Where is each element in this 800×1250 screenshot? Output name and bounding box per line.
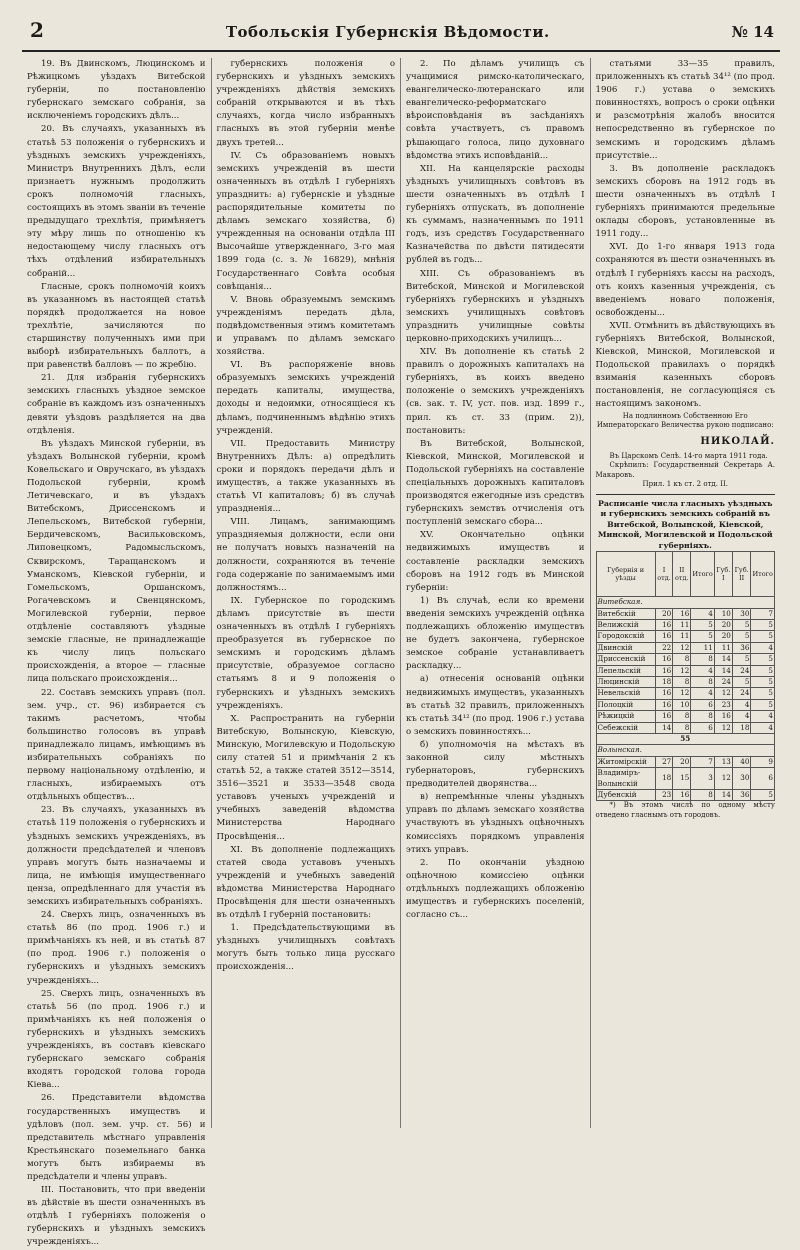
table-cell: 8 bbox=[673, 676, 691, 687]
table-cell: 8 bbox=[691, 654, 715, 665]
table-cell: 16 bbox=[673, 790, 691, 801]
paragraph: Гласные, срокъ полномочій коихъ въ указанномъ въ настоящей статьѣ порядкѣ продолжается на новое трехлѣтіе, зачисляются по старшинству полученныхъ ими при выборѣ избирательныхъ баллотъ, а при равенствѣ балловъ — по жребію. bbox=[27, 281, 206, 371]
table-row bbox=[596, 711, 775, 722]
table-row bbox=[596, 631, 775, 642]
page-header bbox=[22, 18, 780, 52]
table-header-cell: Итого bbox=[691, 552, 715, 597]
table-cell: 7 bbox=[751, 608, 775, 619]
paragraph: 20. Въ случаяхъ, указанныхъ въ статьѣ 53 положенія о губернскихъ и уѣздныхъ земскихъ учрежденіяхъ, Министръ Внутреннихъ Дѣлъ, если признаетъ нужнымъ продолжить срокъ полномочій гласныхъ, состоящихъ въ этомъ званіи въ теченіе предыдущаго трехлѣтія, примѣняетъ эту мѣру лишь по отношенію къ недостающему числу гласныхъ отъ тѣхъ отдѣлений избирательныхъ собраній... bbox=[27, 124, 206, 279]
table-header-cell: Губ. II bbox=[732, 552, 751, 597]
paragraph: 23. Въ случаяхъ, указанныхъ въ статьѣ 119 положенія о губернскихъ и уѣздныхъ земскихъ учрежденіяхъ, въ должности предсѣдателей и членовъ управъ могутъ быть назначаемы и лица, не имѣющія имущественнаго ценза, опредѣленнаго для участія въ земскихъ избирательныхъ собраніяхъ. bbox=[27, 805, 206, 907]
deputies-table bbox=[596, 551, 776, 801]
table-cell: 12 bbox=[673, 642, 691, 653]
table-cell: 12 bbox=[673, 688, 691, 699]
table-cell: 18 bbox=[732, 722, 751, 733]
paragraph: Въ уѣздахъ Минской губерніи, въ уѣздахъ Волынской губерніи, кромѣ Ковельскаго и Овручскаго, въ уѣздахъ Подольской губерніи, кромѣ Летичевскаго, и въ уѣздахъ Витебскомъ, Дриссенскомъ и Лепельскомъ, Витебской губерніи, Бердичевскомъ, Васильковскомъ, Липовецкомъ, Радомысльскомъ, Сквирскомъ, Таращанскомъ и Уманскомъ, Кіевской губерніи, и Гомельскомъ, Оршанскомъ, Рогачевскомъ и Свенцянскомъ, Могилевской губерніи, первое отдѣленіе составляютъ уѣздные земскіе гласные, не принадлежащіе къ числу лицъ польскаго происхожденія, а второе — гласные лица польскаго происхожденія... bbox=[27, 438, 206, 685]
table-cell: 4 bbox=[691, 665, 715, 676]
table-cell: 4 bbox=[751, 642, 775, 653]
page-number: 2 bbox=[30, 18, 44, 42]
table-cell: 5 bbox=[691, 619, 715, 630]
table-cell: 16 bbox=[655, 699, 673, 710]
table-cell: 5 bbox=[732, 676, 751, 687]
table-cell: 8 bbox=[691, 676, 715, 687]
table-cell: 4 bbox=[732, 699, 751, 710]
paragraph: в) непремѣнные члены уѣздныхъ управъ по дѣламъ земскаго хозяйства участвуютъ въ уѣздныхъ оцѣночныхъ комиссіяхъ порядкомъ управленія этихъ управъ. bbox=[406, 792, 585, 855]
table-cell: Невельскій bbox=[596, 688, 655, 699]
table-cell: 20 bbox=[655, 608, 673, 619]
table-cell: 6 bbox=[691, 699, 715, 710]
paragraph: 19. Въ Двинскомъ, Люцинскомъ и Рѣжицкомъ уѣздахъ Витебской губерніи, по постановленію губернскаго земскаго собранія, за исключеніемъ городскихъ дѣлъ... bbox=[27, 59, 206, 122]
table-cell: 12 bbox=[714, 722, 732, 733]
table-row bbox=[596, 790, 775, 801]
table-cell: 8 bbox=[673, 654, 691, 665]
table-cell: 14 bbox=[714, 790, 732, 801]
table-cell: 4 bbox=[732, 711, 751, 722]
paragraph: XIII. Съ образованіемъ въ Витебской, Минской и Могилевской губерніяхъ губернскихъ и уѣздныхъ земскихъ училищныхъ совѣтовъ упразднить училищные совѣты церковно-приходскихъ училищъ... bbox=[406, 268, 585, 344]
table-row bbox=[596, 688, 775, 699]
table-cell: 16 bbox=[673, 608, 691, 619]
table-header-cell: Губ. I bbox=[714, 552, 732, 597]
paragraph: XII. На канцелярскіе расходы уѣздныхъ училищныхъ совѣтовъ въ шести означенныхъ въ отдѣлѣ I губерніяхъ отпускать, въ дополненіе къ суммамъ, назначеннымъ по 1911 годъ, изъ средствъ Государственнаго Казначейства по двѣсти пятидесяти рублей въ годъ... bbox=[406, 163, 585, 266]
table-row bbox=[596, 665, 775, 676]
table-cell: 4 bbox=[691, 688, 715, 699]
table-cell: Двинскій bbox=[596, 642, 655, 653]
table-cell: 6 bbox=[691, 722, 715, 733]
table-cell: 16 bbox=[655, 619, 673, 630]
table-cell: 18 bbox=[655, 768, 673, 790]
table-cell: 5 bbox=[751, 790, 775, 801]
table-cell: 5 bbox=[751, 665, 775, 676]
text-columns bbox=[22, 58, 780, 1248]
table-cell: Люцинскій bbox=[596, 676, 655, 687]
table-row bbox=[596, 756, 775, 767]
table-cell: 16 bbox=[714, 711, 732, 722]
table-header-row bbox=[596, 552, 775, 597]
divider bbox=[596, 494, 776, 495]
paragraph: VII. Предоставить Министру Внутреннихъ Дѣлъ: а) опредѣлить сроки и порядокъ передачи дѣлъ и имуществъ, а также указанныхъ въ статьѣ VI капиталовъ; б) въ случаѣ упраздненія... bbox=[216, 438, 395, 515]
table-cell: 11 bbox=[691, 642, 715, 653]
paragraph: VI. Въ распоряженіе вновь образуемыхъ земскихъ учрежденій передать капиталы, имущества, доходы и недоимки, относящіеся къ дѣламъ, подчиненнымъ вѣдѣнію этихъ учрежденій. bbox=[216, 360, 395, 436]
paragraph: XI. Въ дополненіе подлежащихъ статей свода уставовъ ученыхъ учрежденій и учебныхъ заведеній вѣдомства Министерства Народнаго Просвѣщенія для шести означенныхъ въ отдѣлѣ I губерній постановить: bbox=[216, 844, 395, 921]
table-group-label: Витебская. bbox=[596, 597, 775, 608]
table-body bbox=[596, 597, 775, 801]
table-row bbox=[596, 619, 775, 630]
table-cell: 36 bbox=[732, 790, 751, 801]
table-cell: 27 bbox=[655, 756, 673, 767]
table-cell: 20 bbox=[673, 756, 691, 767]
table-cell: 13 bbox=[714, 756, 732, 767]
table-cell: 24 bbox=[732, 665, 751, 676]
table-cell: 14 bbox=[714, 654, 732, 665]
table-cell: Рѣжицкій bbox=[596, 711, 655, 722]
table-cell: 20 bbox=[714, 619, 732, 630]
paragraph: 24. Сверхъ лицъ, означенныхъ въ статьѣ 86 (по прод. 1906 г.) и примѣчаніяхъ къ ней, и въ статьѣ 87 (по прод. 1906 г.) положенія о губернскихъ и уѣздныхъ земскихъ учрежденіяхъ... bbox=[27, 910, 206, 986]
paragraph: Въ Витебской, Волынской, Кіевской, Минской, Могилевской и Подольской губерніяхъ на составленіе спеціальныхъ дорожныхъ капиталовъ производятся ежегодные изъ средствъ губернскихъ земствъ отчисленія отъ поступленій земскаго сбора... bbox=[406, 438, 585, 528]
table-row bbox=[596, 722, 775, 733]
paragraph: губернскихъ положенія о губернскихъ и уѣздныхъ земскихъ учрежденіяхъ дѣйствія земскихъ собраній открываются и въ тѣхъ случаяхъ, когда число избранныхъ гласныхъ въ этой губерніи менѣе двухъ третей... bbox=[216, 59, 395, 148]
table-cell: 18 bbox=[655, 676, 673, 687]
paragraph: XVI. До 1-го января 1913 года сохраняются въ шести означенныхъ въ отдѣлѣ I губерніяхъ кассы на расходъ, отъ коихъ казенныя учрежденія, съ введеніемъ новаго положенія, освобождены... bbox=[595, 242, 775, 318]
table-cell: Владиміръ-Волынскій bbox=[596, 768, 655, 790]
paragraph: 25. Сверхъ лицъ, означенныхъ въ статьѣ 56 (по прод. 1906 г.) и примѣчаніяхъ къ ней положенія о губернскихъ и уѣздныхъ земскихъ учрежденіяхъ, въ составъ кіевскаго губернскаго земскаго собранія входятъ городской голова города Кіева... bbox=[27, 988, 206, 1091]
table-total-cell: 55 bbox=[596, 734, 775, 745]
table-cell: 16 bbox=[655, 711, 673, 722]
table-cell: 12 bbox=[673, 665, 691, 676]
table-row bbox=[596, 654, 775, 665]
signature-place: Въ Царскомъ Селѣ. 14-го марта 1911 года. bbox=[609, 451, 768, 460]
table-cell: 10 bbox=[714, 608, 732, 619]
table-cell: Полоцкій bbox=[596, 699, 655, 710]
paragraph: 22. Составъ земскихъ управъ (пол. зем. учр., ст. 96) избирается съ такимъ расчетомъ, чтобы большинство голосовъ въ управѣ принадлежало лицамъ, имѣющимъ въ избирательныхъ собраніяхъ по первому національному отдѣленію, и гласныхъ, избираемыхъ отъ отдѣльныхъ обществъ... bbox=[27, 687, 206, 803]
table-cell: 8 bbox=[691, 711, 715, 722]
footnote: *) Въ этомъ числѣ по одному мѣсту отведено гласнымъ отъ городовъ. bbox=[595, 801, 775, 819]
table-title: Расписаніе числа гласныхъ уѣздныхъ и губернскихъ земскихъ собраній въ Витебской, Волынской, Кіевской, Минской, Могилевской и Подольской губерніяхъ. bbox=[597, 498, 773, 550]
table-cell: 24 bbox=[732, 688, 751, 699]
table-cell: 40 bbox=[732, 756, 751, 767]
paragraph: б) уполномочія на мѣстахъ въ законной силу мѣстныхъ губернаторовъ, губернскихъ предводителей дворянства... bbox=[406, 739, 585, 790]
table-cell: 24 bbox=[714, 676, 732, 687]
imperial-signature: НИКОЛАЙ. bbox=[700, 435, 775, 447]
table-cell: Дриссенскій bbox=[596, 654, 655, 665]
table-cell: 8 bbox=[691, 790, 715, 801]
table-row bbox=[596, 642, 775, 653]
paragraph: 1) Въ случаѣ, если ко времени введенія земскихъ учрежденій оцѣнка подлежащихъ обложенію имуществъ не будетъ закончена, губернское земское собраніе устанавливаетъ раскладку... bbox=[406, 595, 585, 672]
table-cell: 30 bbox=[732, 768, 751, 790]
table-header-cell: Итого bbox=[751, 552, 775, 597]
table-group-label: Волынская. bbox=[596, 745, 775, 756]
table-cell: 5 bbox=[751, 619, 775, 630]
column-4 bbox=[591, 58, 781, 1128]
table-cell: 22 bbox=[655, 642, 673, 653]
paragraph: 2. По окончаніи уѣздною оцѣночною комиссіею оцѣнки отдѣльныхъ подлежащихъ обложенію имуществъ и губернскихъ поселеній, согласно съ... bbox=[406, 857, 585, 921]
table-cell: 5 bbox=[732, 654, 751, 665]
paragraph: 2. По дѣламъ училищъ съ учащимися римско-католическаго, евангелическо-лютеранскаго или евангелическо-реформатскаго вѣроисповѣданія въ засѣданіяхъ совѣта участвуетъ, съ правомъ рѣшающаго голоса, лицо духовнаго вѣдомства этихъ исповѣданій... bbox=[406, 59, 585, 161]
table-cell: 11 bbox=[714, 642, 732, 653]
paragraph: III. Постановить, что при введеніи въ дѣйствіе въ шести означенныхъ въ отдѣлѣ I губерніяхъ положенія о губернскихъ и уѣздныхъ земскихъ учрежденіяхъ... bbox=[27, 1185, 206, 1248]
table-cell: Житомірскій bbox=[596, 756, 655, 767]
table-row bbox=[596, 608, 775, 619]
paragraph: 26. Представители вѣдомства государственныхъ имуществъ и удѣловъ (пол. зем. учр. ст. 56) и представитель мѣстнаго управленія Крестьянскаго поземельнаго банка могутъ быть избираемы въ предсѣдатели и члены управъ. bbox=[27, 1093, 206, 1182]
column-3 bbox=[401, 58, 591, 1128]
table-cell: Городокскій bbox=[596, 631, 655, 642]
table-cell: 5 bbox=[732, 631, 751, 642]
paragraph: 1. Предсѣдательствующими въ уѣздныхъ училищныхъ совѣтахъ могутъ быть только лица русскаго происхожденія... bbox=[216, 923, 395, 973]
table-cell: 5 bbox=[751, 676, 775, 687]
table-row bbox=[596, 768, 775, 790]
table-group-row bbox=[596, 597, 775, 608]
table-cell: 5 bbox=[751, 688, 775, 699]
column-2 bbox=[212, 58, 402, 1128]
table-cell: 8 bbox=[673, 722, 691, 733]
table-cell: 14 bbox=[655, 722, 673, 733]
table-cell: 8 bbox=[673, 711, 691, 722]
table-cell: 7 bbox=[691, 756, 715, 767]
table-header-cell: I отд. bbox=[655, 552, 673, 597]
paragraph: статьями 33—35 правилъ, приложенныхъ къ статьѣ 34¹² (по прод. 1906 г.) устава о земскихъ повинностяхъ, вопросъ о сроки оцѣнки и разсмотрѣнія жалобъ вносится непосредственно въ губернское по земскимъ и городскимъ дѣламъ присутствіе... bbox=[595, 59, 775, 161]
table-cell: 4 bbox=[751, 711, 775, 722]
paragraph: 21. Для избранія губернскихъ земскихъ гласныхъ уѣздное земское собраніе въ каждомъ изъ означенныхъ девяти уѣздовъ раздѣляется на два отдѣленія. bbox=[27, 373, 206, 436]
countersign: Скрѣпилъ: Государственный Секретарь А. Макаровъ. bbox=[595, 461, 775, 479]
table-cell: 6 bbox=[751, 768, 775, 790]
newspaper-title: Тобольскія Губернскія Вѣдомости. bbox=[225, 23, 550, 41]
paragraph: 3. Въ дополненіе раскладокъ земскихъ сборовъ на 1912 годъ въ шести означенныхъ въ отдѣлѣ I губерніяхъ принимаются предельные оклады сборовъ, установленные въ 1911 году... bbox=[595, 163, 775, 240]
table-cell: 5 bbox=[751, 699, 775, 710]
table-cell: 12 bbox=[714, 768, 732, 790]
paragraph: IX. Губернское по городскимъ дѣламъ присутствіе въ шести означенныхъ въ отдѣлѣ I губерніяхъ преобразуется въ губернское по земскимъ и городскимъ дѣламъ присутствіе, образуемое согласно статьямъ 8 и 9 положенія о губернскихъ и уѣздныхъ земскихъ учрежденіяхъ. bbox=[216, 595, 395, 711]
table-cell: 5 bbox=[751, 654, 775, 665]
table-cell: 36 bbox=[732, 642, 751, 653]
table-header-cell: Губернія и уѣзды bbox=[596, 552, 655, 597]
table-cell: 12 bbox=[714, 688, 732, 699]
table-cell: 5 bbox=[732, 619, 751, 630]
appendix-ref: Прил. 1 къ ст. 2 отд. II. bbox=[642, 480, 728, 489]
table-cell: 4 bbox=[751, 722, 775, 733]
table-cell: 5 bbox=[751, 631, 775, 642]
table-cell: 14 bbox=[714, 665, 732, 676]
table-cell: 16 bbox=[655, 665, 673, 676]
issue-number: № 14 bbox=[731, 23, 774, 41]
table-cell: 9 bbox=[751, 756, 775, 767]
table-cell: 23 bbox=[714, 699, 732, 710]
table-cell: Себежскій bbox=[596, 722, 655, 733]
signature-note: На подлинномъ Собственною Его Императорскаго Величества рукою подписано: bbox=[596, 411, 774, 430]
table-cell: 20 bbox=[714, 631, 732, 642]
table-cell: Велижскій bbox=[596, 619, 655, 630]
paragraph: V. Вновь образуемымъ земскимъ учрежденіямъ передать дѣла, подвѣдомственныя этимъ комитетамъ и управамъ по дѣламъ земскаго хозяйства. bbox=[216, 294, 395, 358]
paragraph: XV. Окончательно оцѣнки недвижимыхъ имуществъ и составленіе раскладки земскихъ сборовъ на 1912 годъ въ Минской губерніи: bbox=[406, 530, 585, 593]
table-cell: 5 bbox=[691, 631, 715, 642]
column-1 bbox=[22, 58, 212, 1248]
table-total-row bbox=[596, 734, 775, 745]
table-cell: 16 bbox=[655, 654, 673, 665]
table-cell: 10 bbox=[673, 699, 691, 710]
table-row bbox=[596, 699, 775, 710]
paragraph: а) отнесенія основаній оцѣнки недвижимыхъ имуществъ, указанныхъ въ статьѣ 32 правилъ, приложенныхъ къ статьѣ 34¹² (по прод. 1906 г.) устава о земскихъ повинностяхъ... bbox=[406, 674, 585, 737]
table-cell: 11 bbox=[673, 631, 691, 642]
table-cell: 30 bbox=[732, 608, 751, 619]
table-cell: 23 bbox=[655, 790, 673, 801]
table-cell: 15 bbox=[673, 768, 691, 790]
table-cell: 16 bbox=[655, 688, 673, 699]
table-cell: Дубенскій bbox=[596, 790, 655, 801]
paragraph: XIV. Въ дополненіе къ статьѣ 2 правилъ о дорожныхъ капиталахъ на губерніяхъ, въ коихъ введено положеніе о земскихъ учрежденіяхъ (св. зак. т. IV, уст. пов. изд. 1899 г., прил. къ ст. 33 (прим. 2)), постановить: bbox=[406, 347, 585, 436]
table-cell: 3 bbox=[691, 768, 715, 790]
paragraph: IV. Съ образованіемъ новыхъ земскихъ учрежденій въ шести означенныхъ въ отдѣлѣ I губерніяхъ упразднить: а) губернскіе и уѣздные распорядительные комитеты по дѣламъ земскаго хозяйства, б) учрежденныя на основаніи отдѣла III Высочайше утвержденнаго, 3-го мая 1899 года (с. з. № 16829), мнѣнія Государственнаго Совѣта особыя совѣщанія... bbox=[216, 150, 395, 292]
table-header-cell: II отд. bbox=[673, 552, 691, 597]
paragraph: XVII. Отмѣнить въ дѣйствующихъ въ губерніяхъ Витебской, Волынской, Кіевской, Минской, Могилевской и Подольской правилахъ о порядкѣ взиманія казенныхъ сборовъ постановленія, не согласующіяся съ настоящимъ закономъ. bbox=[595, 320, 775, 410]
table-cell: 4 bbox=[691, 608, 715, 619]
table-row bbox=[596, 676, 775, 687]
table-cell: 16 bbox=[655, 631, 673, 642]
paragraph: VIII. Лицамъ, занимающимъ упраздняемыя должности, если они не получатъ новыхъ назначеній на должности, сохраняются въ теченіе года содержаніе по занимаемымъ ими должностямъ... bbox=[216, 517, 395, 593]
paragraph: X. Распространить на губерніи Витебскую, Волынскую, Кіевскую, Минскую, Могилевскую и Подольскую силу статей 51 и примѣчанія 2 къ статьѣ 52, а также статей 3512—3514, 3516—3521 и 3533—3548 свода уставовъ ученыхъ учрежденій и учебныхъ заведеній вѣдомства Министерства Народнаго Просвѣщенія... bbox=[216, 713, 395, 842]
table-cell: Лепельскій bbox=[596, 665, 655, 676]
table-cell: 11 bbox=[673, 619, 691, 630]
table-group-row bbox=[596, 745, 775, 756]
table-cell: Витебскій bbox=[596, 608, 655, 619]
